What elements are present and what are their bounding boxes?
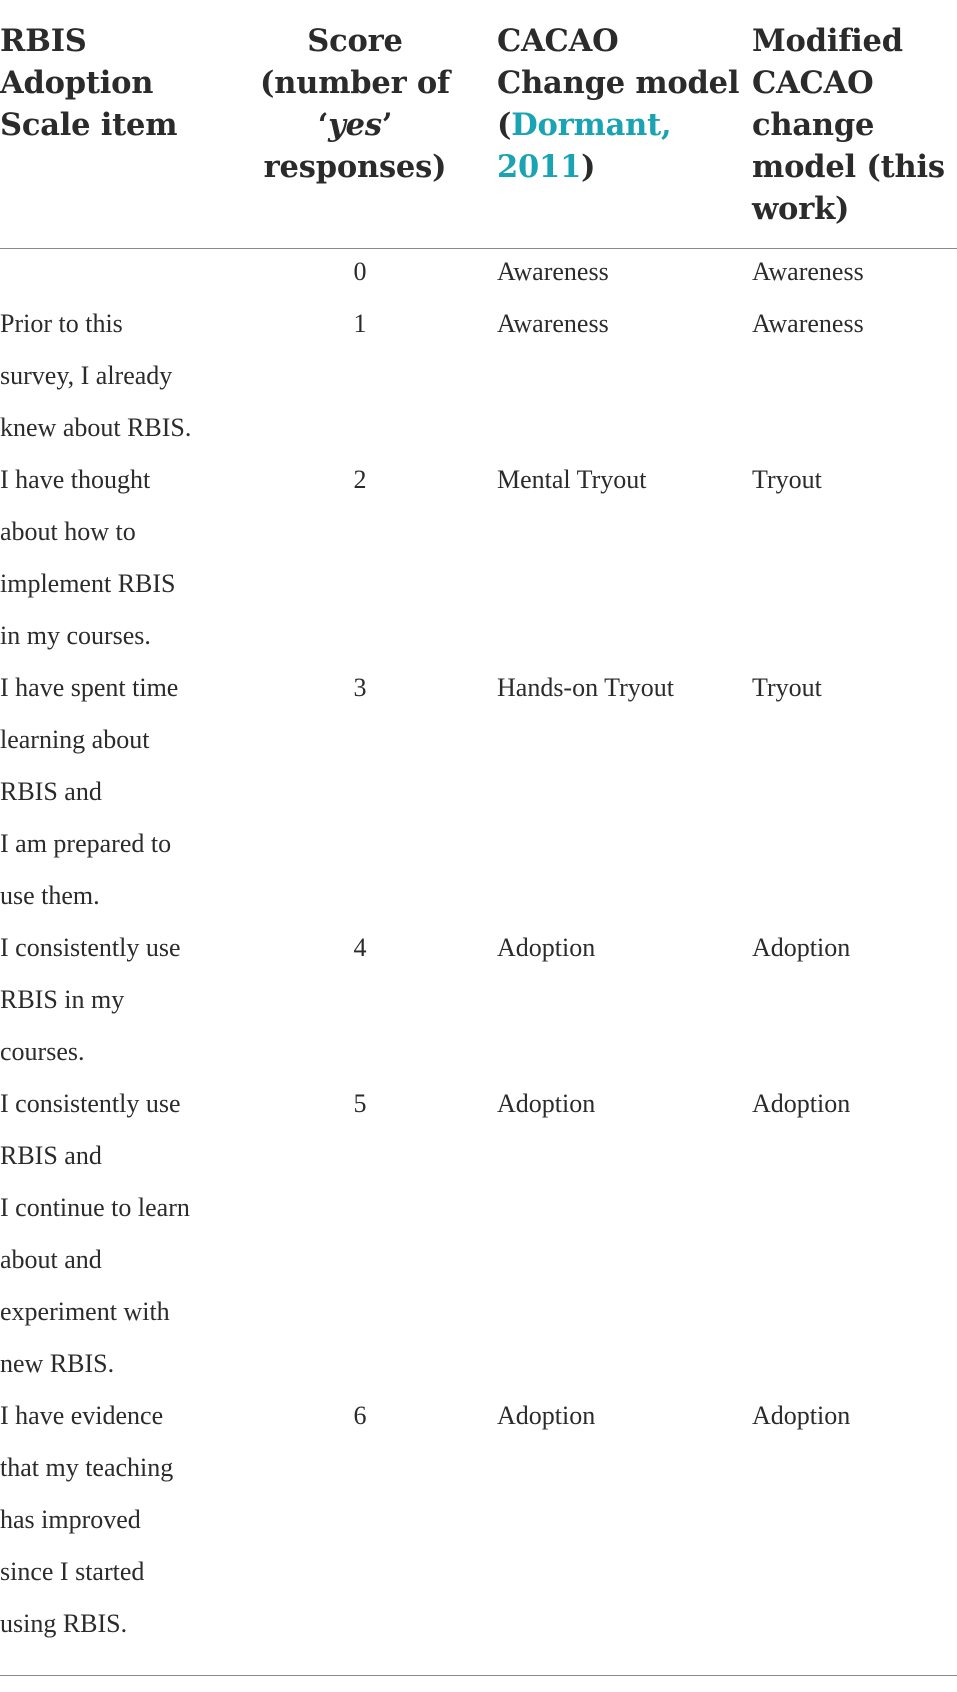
header-text-yes: [255, 104, 455, 146]
header-text: model (this: [752, 149, 945, 185]
header-text: CACAO: [497, 23, 619, 59]
header-modified-model: [752, 20, 945, 230]
header-text: CACAO: [752, 65, 874, 101]
header-text: (number of: [260, 65, 450, 101]
header-citation-line: [497, 146, 739, 188]
header-text: change: [752, 107, 875, 143]
cell-score: 3: [353, 673, 367, 702]
cell-item: Prior to this survey, I already knew about RBIS.: [0, 309, 192, 442]
cell-cacao: Mental Tryout: [497, 465, 647, 494]
cell-cacao: Adoption: [497, 933, 596, 962]
table-bottom-rule: [0, 1675, 957, 1676]
cell-score: 4: [353, 933, 367, 962]
header-score: [255, 20, 455, 188]
paren-open: (: [497, 107, 512, 143]
cell-score: 0: [353, 257, 367, 286]
header-citation-line: [497, 104, 739, 146]
header-text: Scale item: [0, 107, 178, 143]
cell-modified: Tryout: [752, 465, 822, 494]
cell-modified: Adoption: [752, 933, 851, 962]
header-text: work): [752, 191, 850, 227]
cell-modified: Awareness: [752, 257, 864, 286]
cell-item: I have evidence that my teaching has improved since I started using RBIS.: [0, 1401, 174, 1638]
cell-score: 1: [353, 309, 367, 338]
cell-cacao: Awareness: [497, 309, 609, 338]
header-text: responses): [263, 149, 447, 185]
quote-close: ’: [381, 107, 393, 143]
cell-cacao: Awareness: [497, 257, 609, 286]
cell-item: I have thought about how to implement RBIS in my courses.: [0, 465, 176, 650]
cell-modified: Adoption: [752, 1089, 851, 1118]
cell-cacao: Adoption: [497, 1401, 596, 1430]
header-text: Change model: [497, 65, 740, 101]
cell-item: I consistently use RBIS and I continue to learn about and experiment with new RBIS.: [0, 1089, 190, 1378]
header-rbis-item: [0, 20, 177, 146]
citation-link-year[interactable]: 2011: [497, 149, 582, 185]
cell-score: 6: [353, 1401, 367, 1430]
header-text: Score: [307, 23, 403, 59]
header-text: RBIS: [0, 23, 87, 59]
cell-item: I have spent time learning about RBIS and I am prepared to use them.: [0, 673, 179, 910]
citation-link[interactable]: Dormant,: [511, 107, 672, 143]
cell-score: 5: [353, 1089, 367, 1118]
header-text: Adoption: [0, 65, 154, 101]
cell-modified: Tryout: [752, 673, 822, 702]
cell-item: I consistently use RBIS in my courses.: [0, 933, 181, 1066]
cell-score: 2: [353, 465, 367, 494]
cell-cacao: Adoption: [497, 1089, 596, 1118]
cell-modified: Awareness: [752, 309, 864, 338]
cell-modified: Adoption: [752, 1401, 851, 1430]
quote-open: ‘: [317, 107, 329, 143]
cell-cacao: Hands-on Tryout: [497, 673, 674, 702]
header-text: Modified: [752, 23, 903, 59]
yes-emphasis: yes: [328, 107, 382, 143]
paren-close: ): [581, 149, 596, 185]
header-cacao-model: [497, 20, 739, 188]
